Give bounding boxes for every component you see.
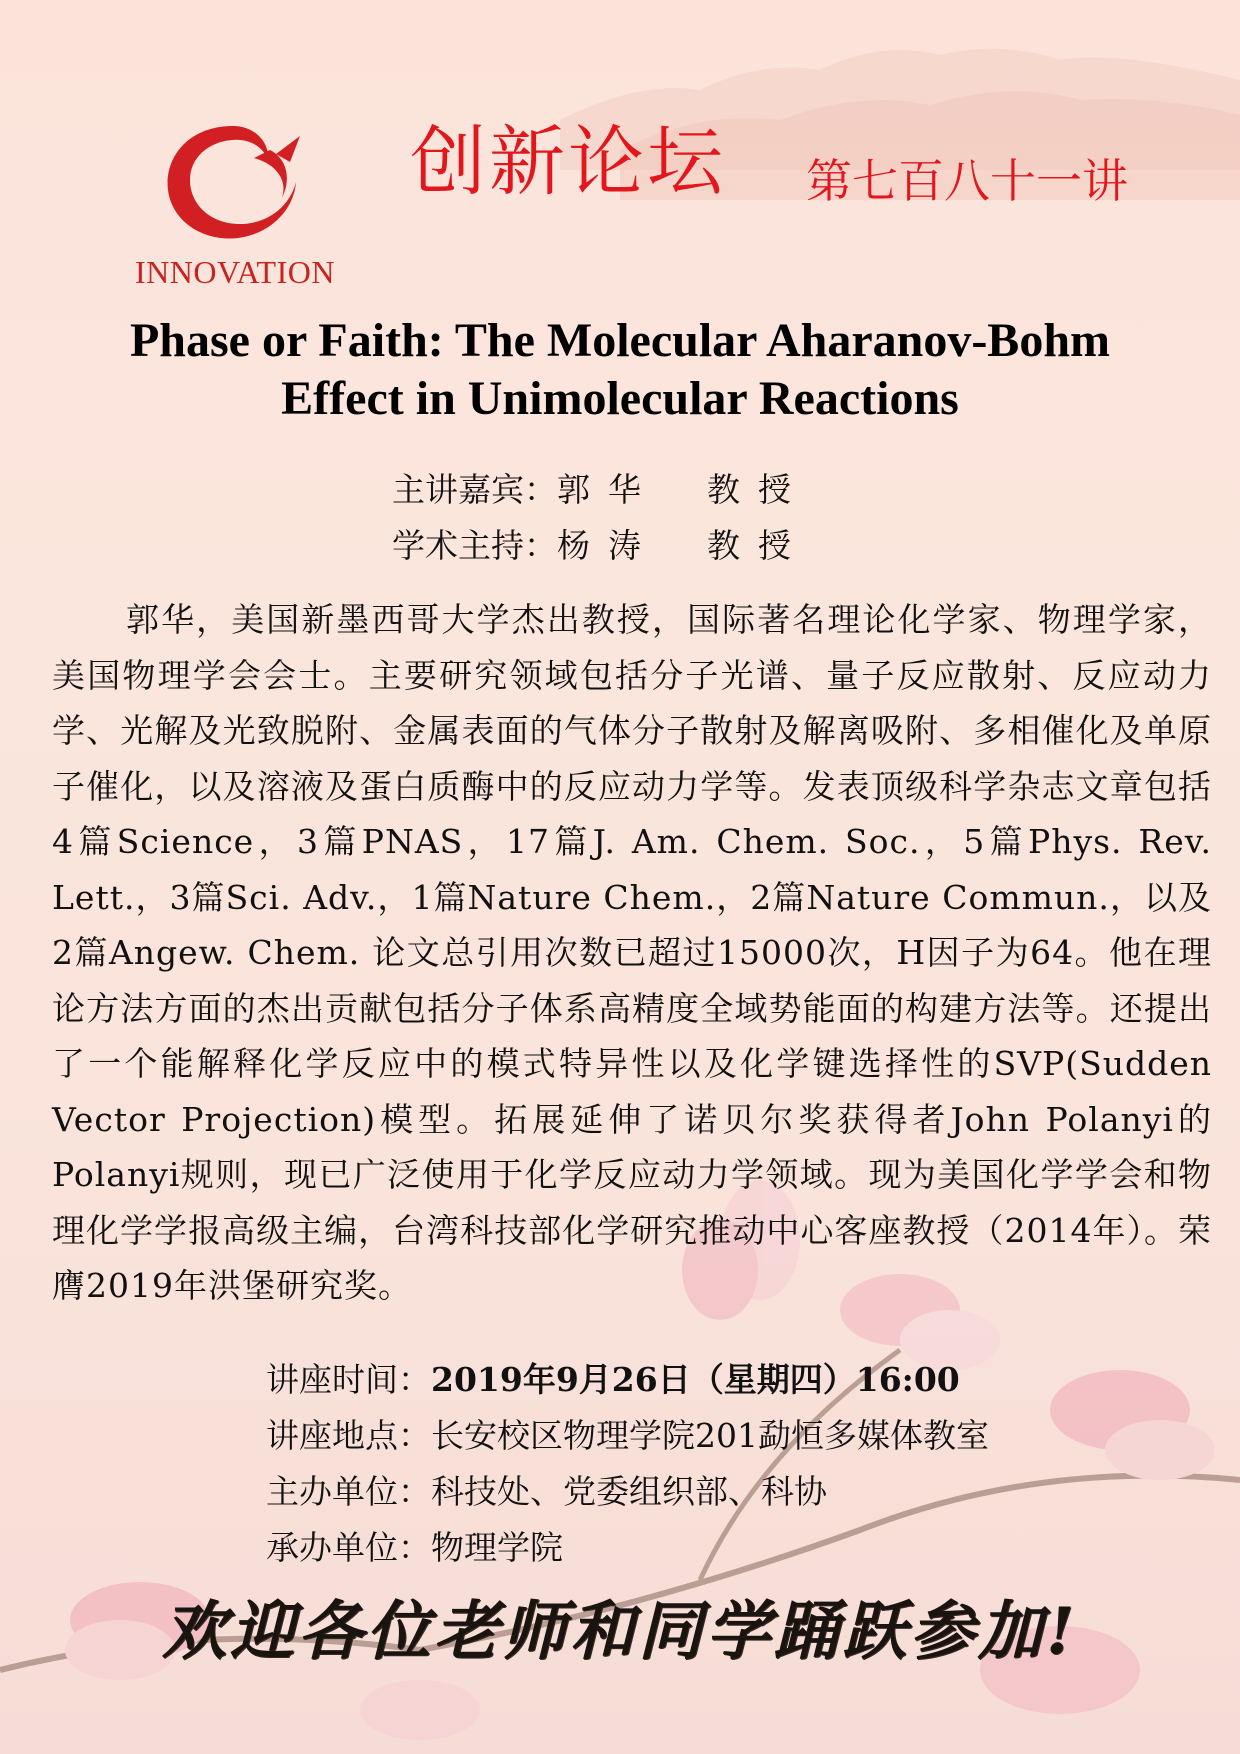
logo-text: INNOVATION <box>135 254 335 290</box>
speaker-name: 郭华 <box>557 470 659 509</box>
host-name: 杨涛 <box>557 526 659 565</box>
innovation-logo <box>120 118 350 298</box>
talk-title-line1: Phase or Faith: The Molecular Aharanov-Bohm <box>129 314 1110 367</box>
time-value: 2019年9月26日（星期四）16:00 <box>431 1360 960 1399</box>
organizer-row <box>266 1464 989 1520</box>
time-label: 讲座时间： <box>266 1360 431 1399</box>
speaker-bio: 郭华，美国新墨西哥大学杰出教授，国际著名理论化学家、物理学家，美国物理学会会士。主要研究领域包括分子光谱、量子反应散射、反应动力学、光解及光致脱附、金属表面的气体分子散射及解离吸附、多相催化及单原子催化，以及溶液及蛋白质酶中的反应动力学等。发表顶级科学杂志文章包括4篇Science，3篇PNAS，17篇J. Am. Chem. Soc.，5篇Phys. Rev. Lett.，3篇Sci. Adv.，1篇Nature Chem.，2篇Nature Commun.，以及2篇Angew. Chem. 论文总引用次数已超过15000次，H因子为64。他在理论方法方面的杰出贡献包括分子体系高精度全域势能面的构建方法等。还提出了一个能解释化学反应中的模式特异性以及化学键选择性的SVP(Sudden Vector Projection)模型。拓展延伸了诺贝尔奖获得者John Polanyi的Polanyi规则，现已广泛使用于化学反应动力学领域。现为美国化学学会和物理化学学报高级主编，台湾科技部化学研究推动中心客座教授（2014年）。荣膺2019年洪堡研究奖。 <box>52 600 1212 1305</box>
welcome-slogan: 欢迎各位老师和同学踊跃参加! <box>161 1594 1079 1669</box>
speaker-host-block <box>392 462 809 574</box>
host-label: 学术主持： <box>392 526 557 565</box>
talk-title <box>40 312 1200 428</box>
speaker-label: 主讲嘉宾： <box>392 470 557 509</box>
host-unit-value: 物理学院 <box>431 1528 563 1567</box>
forum-title: 创新论坛 <box>410 117 726 206</box>
talk-title-line2: Effect in Unimolecular Reactions <box>281 372 959 425</box>
lecture-info <box>266 1352 989 1576</box>
innovation-swirl-icon <box>158 118 308 248</box>
time-row <box>266 1352 989 1408</box>
venue-value: 长安校区物理学院201勐恒多媒体教室 <box>431 1416 989 1455</box>
venue-row <box>266 1408 989 1464</box>
host-unit-label: 承办单位： <box>266 1528 431 1567</box>
host-row <box>392 518 809 574</box>
speaker-row <box>392 462 809 518</box>
organizer-value: 科技处、党委组织部、科协 <box>431 1472 827 1511</box>
host-unit-row <box>266 1520 989 1576</box>
venue-label: 讲座地点： <box>266 1416 431 1455</box>
speaker-rank: 教授 <box>707 470 809 509</box>
organizer-label: 主办单位： <box>266 1472 431 1511</box>
lecture-number: 第七百八十一讲 <box>806 154 1128 208</box>
host-rank: 教授 <box>707 526 809 565</box>
